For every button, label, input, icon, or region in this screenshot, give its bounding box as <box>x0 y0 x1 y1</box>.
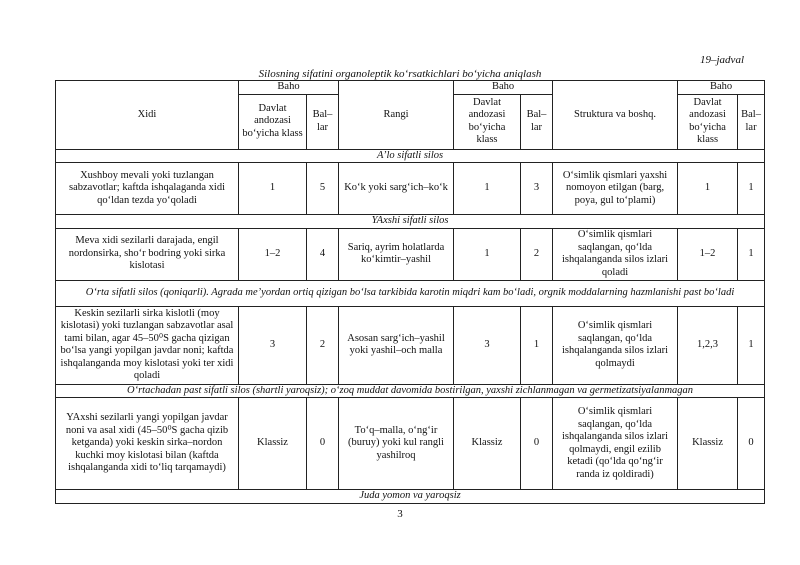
cell-struktura-ball: 1 <box>738 306 765 384</box>
cell-struktura: O‘simlik qismlari saqlangan, qo‘lda ishqalanganda silos izlari qoladi <box>553 228 678 280</box>
cell-xidi-class: 1 <box>239 163 307 215</box>
header-ballar-2: Bal– lar <box>521 94 553 149</box>
table-row <box>56 398 765 490</box>
cell-xidi-ball: 0 <box>307 398 339 490</box>
cell-struktura-ball: 0 <box>738 398 765 490</box>
cell-xidi: Xushboy mevali yoki tuzlangan sabzavotlar; kaftda ishqalaganda xidi qo‘ldan tezda yo‘qoladi <box>56 163 239 215</box>
table-row <box>56 163 765 215</box>
cell-rangi: To‘q–malla, o‘ng‘ir (buruy) yoki kul rangli yashilroq <box>339 398 454 490</box>
cell-xidi-class: 3 <box>239 306 307 384</box>
cell-rangi-ball: 1 <box>521 306 553 384</box>
cell-struktura-class: 1,2,3 <box>678 306 738 384</box>
header-davlat-1: Davlat andozasi bo‘yicha klass <box>239 94 307 149</box>
cell-xidi: Keskin sezilarli sirka kislotli (moy kislotasi) yoki tuzlangan sabzavotlar asal tami bilan, agar 45–50⁰S gacha qizigan bo‘lsa yangi yopilgan javdar noni; kaftda ishqalanganda moy kislotasi yoki ter xidi qoladi <box>56 306 239 384</box>
section-title: Juda yomon va yaroqsiz <box>56 490 765 504</box>
table-row <box>56 306 765 384</box>
cell-struktura-class: Klassiz <box>678 398 738 490</box>
cell-xidi: Meva xidi sezilarli darajada, engil nordonsirka, sho‘r bodring yoki sirka kislotasi <box>56 228 239 280</box>
cell-xidi-ball: 2 <box>307 306 339 384</box>
cell-struktura-ball: 1 <box>738 228 765 280</box>
cell-rangi-class: 3 <box>454 306 521 384</box>
header-davlat-2: Davlat andozasi bo‘yicha klass <box>454 94 521 149</box>
section-title: O‘rtachadan past sifatli silos (shartli yaroqsiz); o‘zoq muddat davomida bostirilgan, yaxshi zichlanmagan va germetizatsiyalanmagan <box>56 384 765 398</box>
cell-struktura: O‘simlik qismlari saqlangan, qo‘lda ishqalanganda silos izlari qolmaydi <box>553 306 678 384</box>
cell-xidi-ball: 4 <box>307 228 339 280</box>
header-xidi: Xidi <box>56 81 239 150</box>
cell-rangi-ball: 0 <box>521 398 553 490</box>
cell-xidi-ball: 5 <box>307 163 339 215</box>
cell-rangi-class: 1 <box>454 163 521 215</box>
header-rangi: Rangi <box>339 81 454 150</box>
table-title: Silosning sifatini organoleptik ko‘rsatkichlari bo‘yicha aniqlash <box>258 68 542 80</box>
section-title: YAxshi sifatli silos <box>56 215 765 229</box>
table-row <box>56 228 765 280</box>
header-baho-3: Baho <box>678 81 765 95</box>
section-title: O‘rta sifatli silos (qoniqarli). Agrada me’yordan ortiq qizigan bo‘lsa tarkibida karotin miqdri kam bo‘ladi, orgnik moddalarning hazmlanishi past bo‘ladi <box>56 280 765 306</box>
cell-xidi: YAxshi sezilarli yangi yopilgan javdar noni va asal xidi (45–50⁰S gacha qizib ketganda) yoki keskin sirka–nordon kuchki moy kislotasi bilan (kaftda ishqalanganda xidi to‘liq tarqamaydi) <box>56 398 239 490</box>
header-ballar-3: Bal– lar <box>738 94 765 149</box>
header-ballar-1: Bal– lar <box>307 94 339 149</box>
cell-xidi-class: 1–2 <box>239 228 307 280</box>
cell-rangi-ball: 2 <box>521 228 553 280</box>
header-baho-1: Baho <box>239 81 339 95</box>
cell-rangi-ball: 3 <box>521 163 553 215</box>
cell-rangi: Sariq, ayrim holatlarda ko‘kimtir–yashil <box>339 228 454 280</box>
header-struktura: Struktura va boshq. <box>553 81 678 150</box>
cell-rangi-class: Klassiz <box>454 398 521 490</box>
cell-struktura-class: 1 <box>678 163 738 215</box>
cell-rangi: Ko‘k yoki sarg‘ich–ko‘k <box>339 163 454 215</box>
page-number: 3 <box>397 508 403 520</box>
cell-rangi-class: 1 <box>454 228 521 280</box>
cell-xidi-class: Klassiz <box>239 398 307 490</box>
cell-struktura: O‘simlik qismlari yaxshi nomoyon etilgan (barg, poya, gul to‘plami) <box>553 163 678 215</box>
quality-table <box>55 80 765 504</box>
cell-rangi: Asosan sarg‘ich–yashil yoki yashil–och malla <box>339 306 454 384</box>
cell-struktura: O‘simlik qismlari saqlangan, qo‘lda ishqalanganda silos izlari qolmaydi, engil ezilib ketadi (qo‘lda qo‘ng‘ir randa iz qoldiradi) <box>553 398 678 490</box>
header-davlat-3: Davlat andozasi bo‘yicha klass <box>678 94 738 149</box>
table-number-label: 19–jadval <box>700 54 744 66</box>
cell-struktura-class: 1–2 <box>678 228 738 280</box>
cell-struktura-ball: 1 <box>738 163 765 215</box>
header-baho-2: Baho <box>454 81 553 95</box>
section-title: A’lo sifatli silos <box>56 149 765 163</box>
